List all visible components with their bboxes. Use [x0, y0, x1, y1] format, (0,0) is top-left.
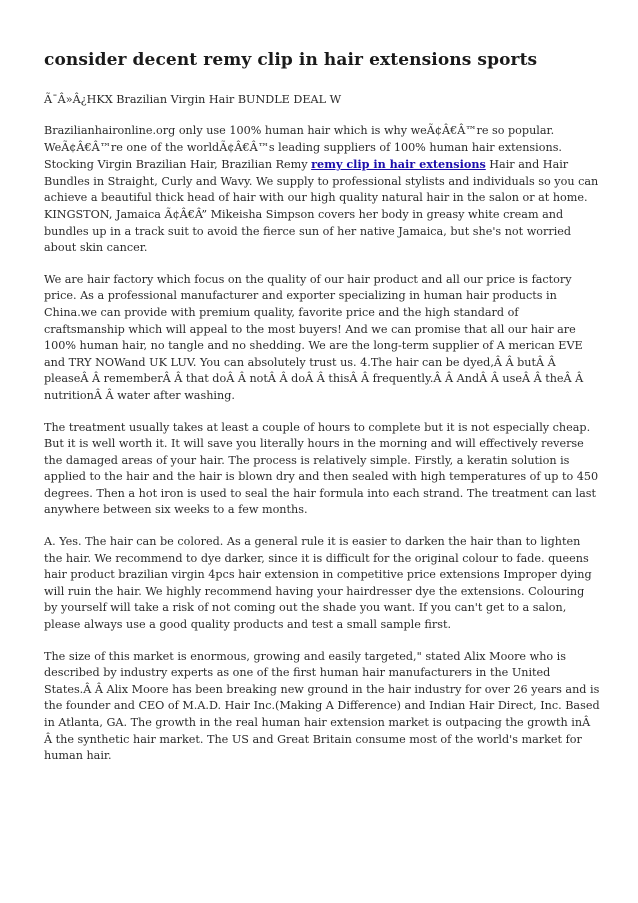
paragraph-1-text-before: Brazilianhaironline.org only use 100% human hair which is why weÃ¢Â€Â™re so popular. WeÃ¢Â€Â™re one of the worldÃ¢Â€Â™s leading suppliers of 100% human hair extensions. Stocking Virgin Brazilian Hair, Brazilian Remy — [44, 124, 562, 172]
subtitle: Ã¯Â»Â¿HKX Brazilian Virgin Hair BUNDLE DEAL W — [44, 93, 342, 106]
paragraph-1 — [44, 123, 600, 257]
paragraph-5: The size of this market is enormous, growing and easily targeted," stated Alix Moore who is described by industry experts as one of the first human hair manufacturers in the United States.Â Â Alix Moore has been breaking new ground in the hair industry for over 26 years and is the founder and CEO of M.A.D. Hair Inc.(Making A Difference) and Indian Hair Direct, Inc. Based in Atlanta, GA. The growth in the real human hair extension market is outpacing the growth inÂ Â the synthetic hair market. The US and Great Britain consume most of the world's market for human hair. — [44, 649, 600, 763]
document-page — [44, 50, 600, 780]
keyword-link[interactable]: remy clip in hair extensions — [311, 157, 486, 172]
paragraph-4: A. Yes. The hair can be colored. As a general rule it is easier to darken the hair than to lighten the hair. We recommend to dye darker, since it is difficult for the original colour to fade. queens hair product brazilian virgin 4pcs hair extension in competitive price extensions Improper dying will ruin the hair. We highly recommend having your hairdresser dye the extensions. Colouring by yourself will take a risk of not coming out the shade you want. If you can't get to a salon, please always use a good quality products and test a small sample first. — [44, 535, 592, 632]
paragraph-2: We are hair factory which focus on the quality of our hair product and all our price is factory price. As a professional manufacturer and exporter specializing in human hair products in China.we can provide with premium quality, favorite price and the high standard of craftsmanship which will appeal to the most buyers! And we can promise that all our hair are 100% human hair, no tangle and no shedding. We are the long-term supplier of A merican EVE and TRY NOWand UK LUV. You can absolutely trust us. 4.The hair can be dyed,Â Â butÂ Â pleaseÂ Â rememberÂ Â that doÂ Â notÂ Â doÂ Â thisÂ Â frequently.Â Â AndÂ Â useÂ Â theÂ Â nutritionÂ Â water after washing. — [44, 272, 584, 402]
paragraph-1-text-after: Hair and Hair Bundles in Straight, Curly and Wavy. We supply to professional stylists and individuals so you can achieve a beautiful thick head of hair with our high quality natural hair in the salon or at home. KINGSTON, Jamaica Ã¢Â€Â” Mikeisha Simpson covers her body in greasy white cream and bundles up in a track suit to avoid the fierce sun of her native Jamaica, but she's not worried about skin cancer. — [44, 158, 599, 255]
paragraph-3: The treatment usually takes at least a couple of hours to complete but it is not especially cheap. But it is well worth it. It will save you literally hours in the morning and will effectively reverse the damaged areas of your hair. The process is relatively simple. Firstly, a keratin solution is applied to the hair and the hair is blown dry and then sealed with high temperatures of up to 450 degrees. Then a hot iron is used to seal the hair formula into each strand. The treatment can last anywhere between six weeks to a few months. — [44, 420, 599, 517]
page-title: consider decent remy clip in hair extensions sports — [44, 50, 538, 70]
